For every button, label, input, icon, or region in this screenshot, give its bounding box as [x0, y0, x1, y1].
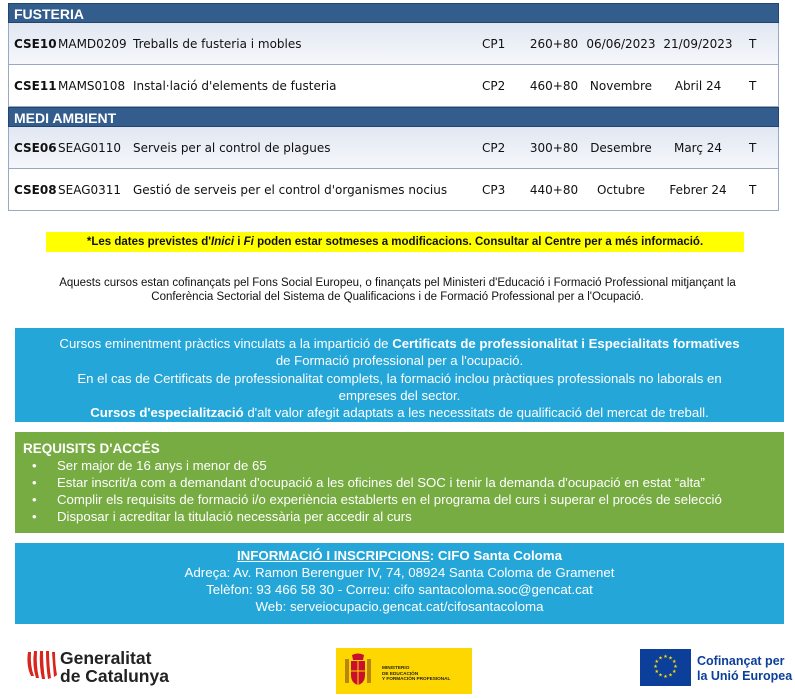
svg-text:★: ★ — [671, 669, 677, 675]
course-end: Febrer 24 — [669, 183, 727, 197]
disclaimer-fi: Fi — [243, 236, 254, 248]
logos-footer — [0, 640, 795, 699]
eu-flag-icon — [640, 649, 691, 686]
generalitat-logo-icon — [23, 648, 59, 684]
ministry-line: MINISTERIO — [382, 665, 410, 670]
description-line: empreses del sector. — [338, 387, 461, 403]
description-line — [15, 404, 784, 421]
course-title: Gestió de serveis per el control d'organismes nocius — [133, 183, 448, 197]
course-cp: CP1 — [482, 37, 506, 51]
course-code: CSE11 — [14, 79, 57, 93]
svg-text:★: ★ — [663, 674, 668, 680]
course-end: Abril 24 — [674, 79, 722, 93]
dates-disclaimer — [46, 232, 744, 252]
description-line: En el cas de Certificats de professionalitat complets, la formació inclou pràctiques professionals no laborals en — [77, 370, 722, 386]
generalitat-wordmark — [60, 649, 169, 685]
ministry-line: Y FORMACIÓN PROFESIONAL — [382, 676, 451, 681]
eu-line: Cofinançat per — [697, 654, 785, 668]
requirements-list — [23, 457, 784, 525]
course-title: Serveis per al control de plagues — [133, 141, 331, 155]
info-box — [15, 543, 784, 624]
course-hours: 260+80 — [529, 37, 579, 51]
course-code: CSE08 — [14, 183, 57, 197]
svg-text:★: ★ — [658, 672, 663, 679]
description-line — [15, 335, 784, 352]
course-code: CSE10 — [14, 37, 57, 51]
course-ref: SEAG0110 — [58, 141, 122, 155]
disclaimer-and: i — [234, 236, 244, 248]
table-row — [8, 169, 779, 211]
course-hours: 300+80 — [529, 141, 579, 155]
info-title-rest: : CIFO Santa Coloma — [429, 548, 563, 563]
list-item: • Ser major de 16 anys i menor de 65 — [23, 457, 784, 474]
description-text: d'alt valor afegit adaptats a les necessitats de qualificació del mercat de treball. — [243, 405, 709, 421]
svg-text:★: ★ — [668, 672, 673, 679]
course-schedule: T — [749, 79, 757, 93]
list-item: • Complir els requisits de formació i/o experiència establerts en el programa del curs i superar el procés de selecció — [23, 491, 784, 508]
cofinancing-line: Conferència Sectorial del Sistema de Qualificacions i de Formació Professional per a l'Ocupació. — [151, 291, 644, 303]
svg-text:★: ★ — [654, 659, 660, 665]
disclaimer-inici: Inici — [211, 236, 235, 248]
ministry-logo — [336, 648, 472, 694]
svg-text:★: ★ — [658, 655, 663, 662]
info-contact[interactable]: Telèfon: 93 466 58 30 - Correu: cifo santacoloma.soc@gencat.cat — [206, 582, 593, 597]
course-end: Març 24 — [673, 141, 723, 155]
ministry-text — [382, 665, 450, 682]
course-cp: CP2 — [482, 79, 506, 93]
eu-cofinancing-text — [697, 654, 792, 684]
list-item: • Estar inscrit/a com a demandant d'ocupació a les oficines del SOC i tenir la demanda d'ocupació en estat “alta” — [23, 474, 784, 491]
courses-description-box — [15, 328, 784, 422]
table-row — [8, 23, 779, 65]
cofinancing-note — [8, 276, 787, 304]
course-start: 06/06/2023 — [586, 37, 656, 51]
courses-table — [8, 3, 779, 211]
course-cp: CP3 — [482, 183, 506, 197]
course-ref: MAMS0108 — [58, 79, 126, 93]
course-code: CSE06 — [14, 141, 57, 155]
svg-text:★: ★ — [668, 655, 673, 662]
svg-text:★: ★ — [654, 669, 660, 675]
svg-text:★: ★ — [671, 659, 677, 665]
ministry-line: DE EDUCACIÓN — [382, 670, 419, 676]
info-address: Adreça: Av. Ramon Berenguer IV, 74, 08924 Santa Coloma de Gramenet — [184, 565, 615, 580]
course-start: Novembre — [589, 79, 653, 93]
course-cp: CP2 — [482, 141, 506, 155]
description-bold: Cursos d'especialització — [90, 405, 244, 421]
eu-line: la Unió Europea — [697, 669, 793, 683]
requirements-box — [15, 432, 784, 533]
description-bold: Certificats de professionalitat i Especialitats formatives — [392, 336, 740, 351]
course-schedule: T — [749, 37, 757, 51]
course-start: Desembre — [590, 141, 652, 155]
course-title: Treballs de fusteria i mobles — [133, 37, 302, 51]
course-ref: SEAG0311 — [58, 183, 122, 197]
table-row — [8, 127, 779, 169]
info-title — [15, 547, 784, 564]
section-header-fusteria: FUSTERIA — [8, 3, 779, 23]
course-ref: MAMD0209 — [58, 37, 127, 51]
table-row — [8, 65, 779, 107]
description-text: Cursos eminentment pràctics vinculats a la impartició de — [59, 336, 393, 351]
svg-text:★: ★ — [673, 664, 678, 670]
info-title-underlined: INFORMACIÓ I INSCRIPCIONS — [236, 548, 430, 563]
course-title: Instal·lació d'elements de fusteria — [133, 79, 337, 93]
cofinancing-line: Aquests cursos estan cofinançats pel Fons Social Europeu, o finançats pel Ministeri d'Educació i Formació Professional mitjançant la — [59, 277, 736, 289]
course-schedule: T — [749, 141, 757, 155]
course-start: Octubre — [596, 183, 646, 197]
generalitat-line: Generalitat — [60, 648, 152, 668]
disclaimer-text-end: poden estar sotmeses a modificacions. Consultar al Centre per a més informació. — [253, 236, 704, 248]
disclaimer-text: *Les dates previstes d' — [86, 236, 212, 248]
requirements-title: REQUISITS D'ACCÉS — [23, 441, 160, 456]
spain-coat-of-arms-icon — [342, 653, 374, 689]
info-web-link[interactable]: Web: serveiocupacio.gencat.cat/cifosantacoloma — [255, 599, 544, 614]
svg-text:★: ★ — [653, 664, 658, 670]
course-end: 21/09/2023 — [663, 37, 733, 51]
generalitat-line: de Catalunya — [60, 666, 169, 686]
course-hours: 440+80 — [529, 183, 579, 197]
section-header-medi-ambient: MEDI AMBIENT — [8, 107, 779, 127]
svg-text:★: ★ — [663, 654, 668, 660]
list-item: • Disposar i acreditar la titulació necessària per accedir al curs — [23, 508, 784, 525]
description-line: de Formació professional per a l'ocupació. — [275, 353, 524, 369]
course-schedule: T — [749, 183, 757, 197]
course-hours: 460+80 — [529, 79, 579, 93]
